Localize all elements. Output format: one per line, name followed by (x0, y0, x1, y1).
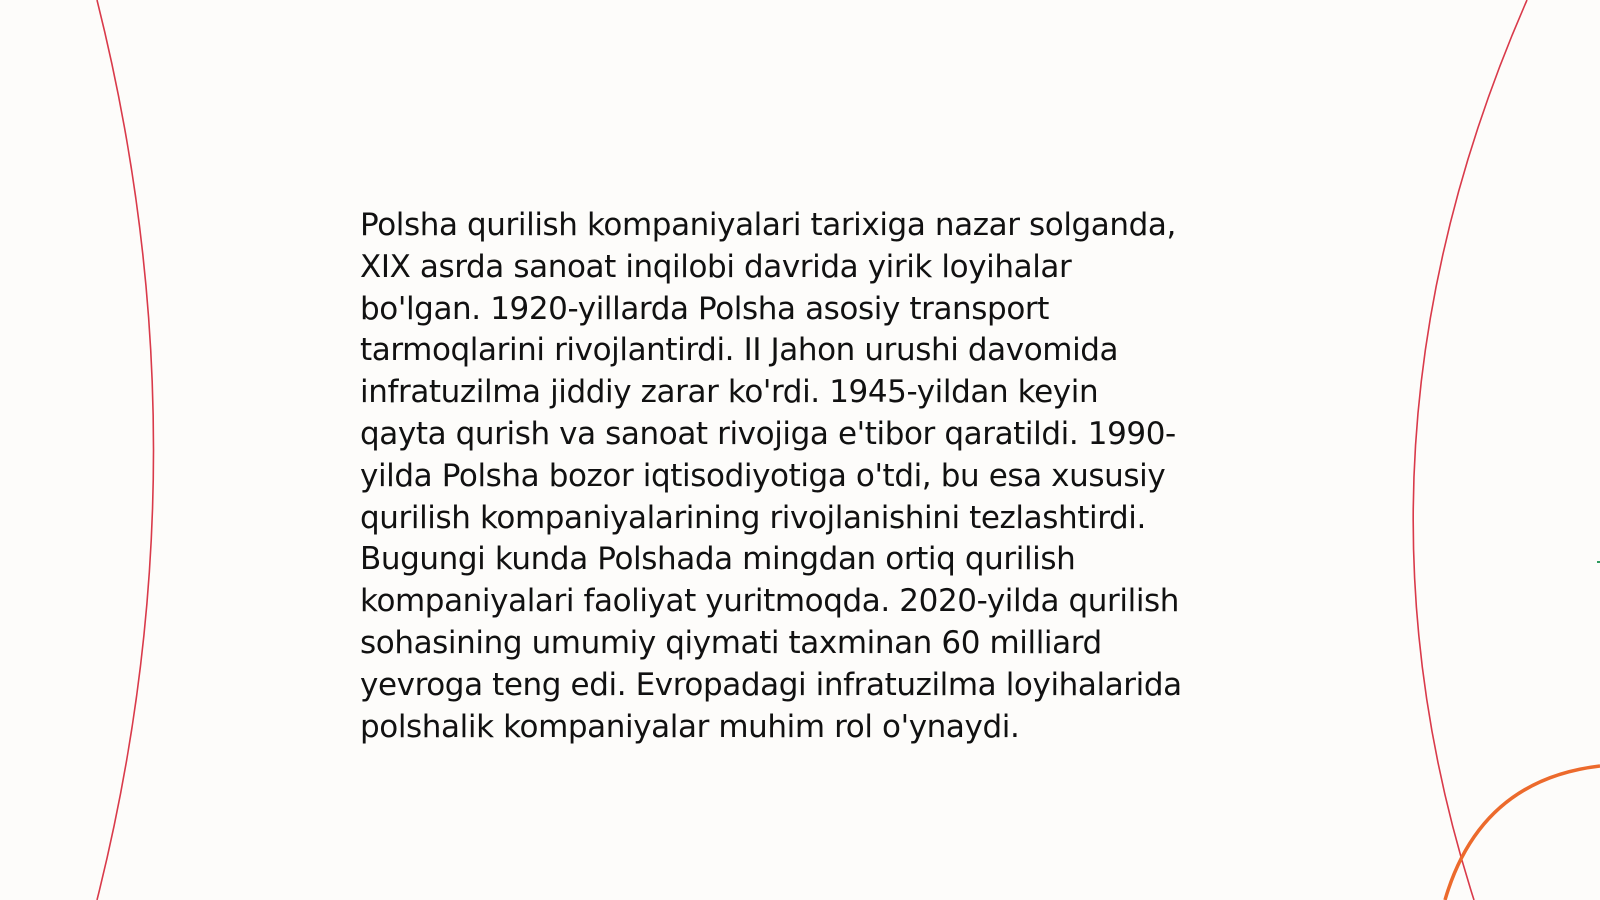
right-curve-line (1413, 0, 1527, 900)
left-curve-line (97, 0, 154, 900)
body-paragraph: Polsha qurilish kompaniyalari tarixiga nazar solganda, XIX asrda sanoat inqilobi davrida yirik loyihalar bo'lgan. 1920-yillarda Polsha asosiy transport tarmoqlarini rivojlantirdi. II Jahon urushi davomida infratuzilma jiddiy zarar ko'rdi. 1945-yildan keyin qayta qurish va sanoat rivojiga e'tibor qaratildi. 1990- yilda Polsha bozor iqtisodiyotiga o'tdi, bu esa xususiy qurilish kompaniyalarining rivojlanishini tezlashtirdi. Bugungi kunda Polshada mingdan ortiq qurilish kompaniyalari faoliyat yuritmoqda. 2020-yilda qurilish sohasining umumiy qiymati taxminan 60 milliard yevroga teng edi. Evropadagi infratuzilma loyihalarida polshalik kompaniyalar muhim rol o'ynaydi. (360, 207, 1182, 745)
